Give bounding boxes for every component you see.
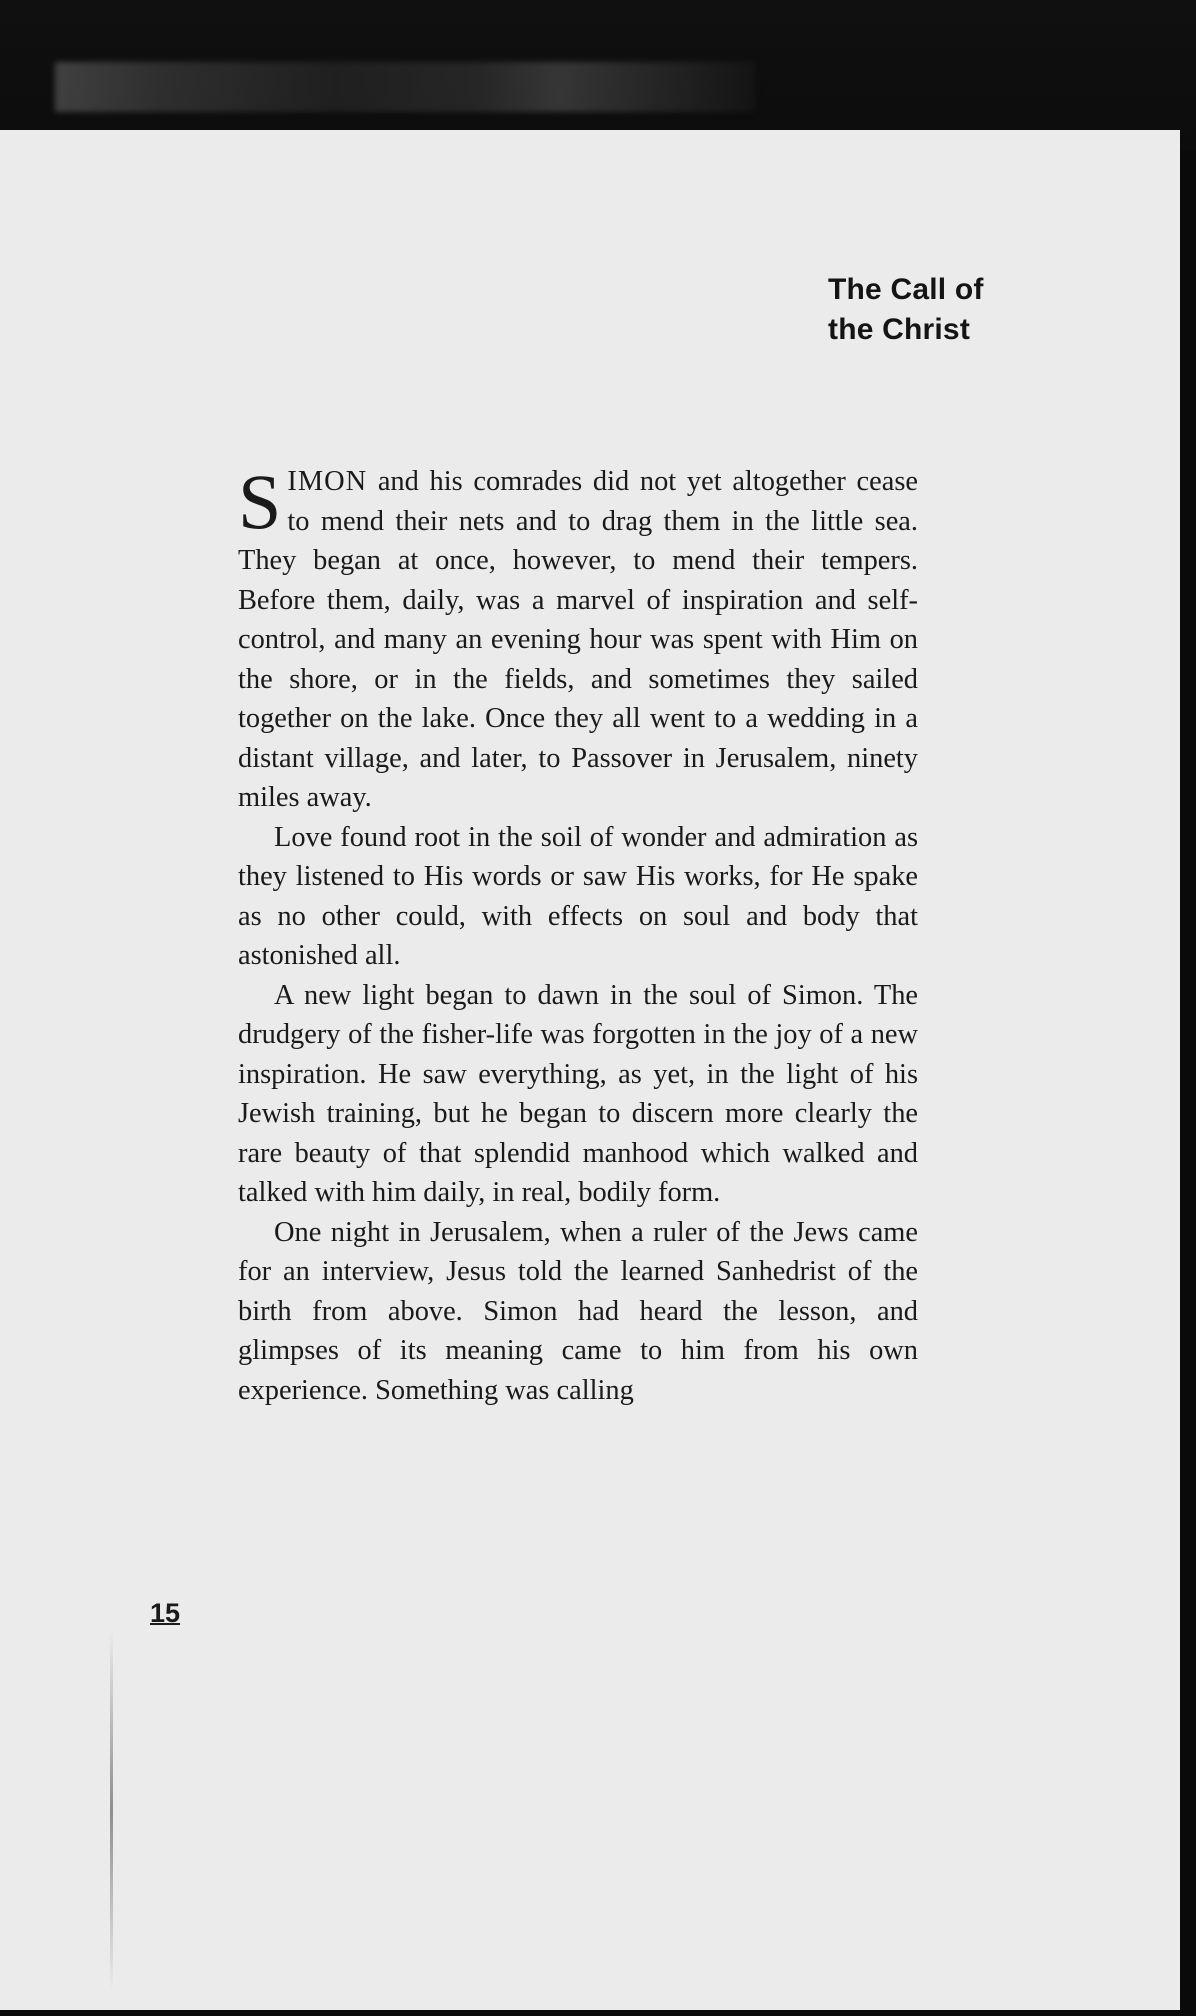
paragraph-4: One night in Jerusalem, when a ruler of the Jews came for an interview, Jesus told the learned Sanhedrist of the birth from above. Simon had heard the lesson, and glimpses of its meaning came to him from his own experience. Something was calling: [238, 1216, 918, 1406]
page-spine-shadow: [110, 1630, 113, 1990]
drop-cap: S: [238, 458, 282, 545]
page-number: 15: [150, 1598, 181, 1628]
running-header-line-2: the Christ: [828, 313, 971, 346]
paragraph-1: [238, 458, 918, 818]
book-page: [0, 130, 1180, 2010]
paragraph-1-lead: IMON: [287, 466, 368, 497]
running-header: [828, 270, 1068, 350]
body-text: [238, 458, 918, 1410]
scan-top-border: [0, 0, 1196, 150]
paragraph-3: A new light began to dawn in the soul of Simon. The drudgery of the fisher-life was forgotten in the joy of a new inspiration. He saw everything, as yet, in the light of his Jewish training, but he began to discern more clearly the rare beauty of that splendid manhood which walked and talked with him daily, in real, bodily form.: [238, 979, 918, 1208]
scan-smudge: [55, 62, 755, 112]
running-header-line-1: The Call of: [828, 273, 984, 306]
paragraph-2: Love found root in the soil of wonder and admiration as they listened to His words or saw His works, for He spake as no other could, with effects on soul and body that astonished all.: [238, 821, 918, 971]
paragraph-1-text: and his comrades did not yet altogether cease to mend their nets and to drag them in the little sea. They began at once, however, to mend their tempers. Before them, daily, was a marvel of inspiration and self-control, and many an evening hour was spent with Him on the shore, or in the fields, and sometimes they sailed together on the lake. Once they all went to a wedding in a distant village, and later, to Passover in Jerusalem, ninety miles away.: [238, 466, 918, 813]
